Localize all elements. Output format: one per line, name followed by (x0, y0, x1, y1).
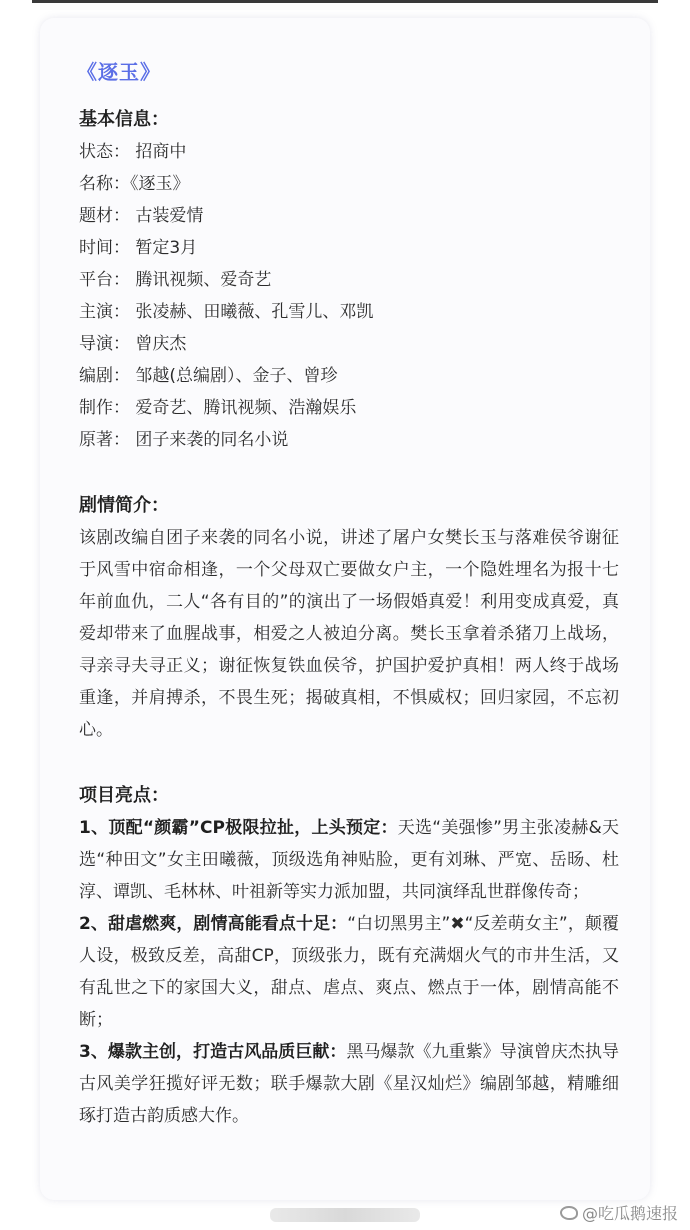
watermark-text: @吃瓜鹅速报 (581, 1204, 678, 1223)
highlight-item: 3、爆款主创，打造古风品质巨献：黑马爆款《九重紫》导演曾庆杰执导古风美学狂揽好评无数；联手爆款大剧《星汉灿烂》编剧邹越，精雕细琢打造古韵质感大作。 (79, 1042, 620, 1126)
basic-info-section (79, 104, 619, 456)
watermark (560, 1201, 678, 1224)
highlights-heading: 项目亮点： (79, 785, 169, 806)
top-divider (32, 0, 658, 3)
info-row-producer: 制作： 爱奇艺、腾讯视频、浩瀚娱乐 (79, 398, 357, 418)
weibo-icon (560, 1206, 578, 1220)
info-row-platform: 平台： 腾讯视频、爱奇艺 (79, 270, 272, 290)
info-row-director: 导演： 曾庆杰 (79, 334, 187, 354)
document-title: 《逐玉》 (77, 60, 161, 84)
info-row-name: 名称：《逐玉》 (79, 174, 190, 194)
synopsis-heading: 剧情简介： (79, 495, 169, 516)
highlights-section (79, 780, 619, 1132)
basic-info-list (79, 136, 619, 456)
highlight-item: 1、顶配“颜霸”CP极限拉扯，上头预定：天选“美强惨”男主张凌赫&天选“种田文”女主田曦薇，顶级选角神贴脸，更有刘琳、严宽、岳旸、杜淳、谭凯、毛林林、叶祖新等实力派加盟，共同演绎乱世群像传奇； (79, 818, 619, 902)
synopsis-text: 该剧改编自团子来袭的同名小说，讲述了屠户女樊长玉与落难侯爷谢征于风雪中宿命相逢，一个父母双亡要做女户主，一个隐姓埋名为报十七年前血仇，二人“各有目的”的演出了一场假婚真爱！利用变成真爱，真爱却带来了血腥战事，相爱之人被迫分离。樊长玉拿着杀猪刀上战场，寻亲寻夫寻正义；谢征恢复铁血侯爷，护国护爱护真相！两人终于战场重逢，并肩搏杀，不畏生死；揭破真相，不惧威权；回归家园，不忘初心。 (79, 528, 619, 740)
info-row-cast: 主演： 张凌赫、田曦薇、孔雪儿、邓凯 (79, 302, 374, 322)
info-row-source: 原著： 团子来袭的同名小说 (79, 430, 289, 450)
info-row-time: 时间： 暂定3月 (79, 238, 198, 258)
synopsis-section (79, 490, 619, 746)
highlight-item: 2、甜虐燃爽，剧情高能看点十足：“白切黑男主”✖“反差萌女主”，颠覆人设，极致反差，高甜CP，顶级张力，既有充满烟火气的市井生活，又有乱世之下的家国大义，甜点、虐点、爽点、燃点于一体，剧情高能不断； (79, 914, 619, 1030)
info-row-writer: 编剧： 邹越(总编剧）、金子、曾珍 (79, 366, 338, 386)
blurred-overlay (270, 1208, 420, 1222)
basic-info-heading: 基本信息： (79, 109, 169, 130)
info-row-genre: 题材： 古装爱情 (79, 206, 204, 226)
info-row-status: 状态： 招商中 (79, 142, 187, 162)
